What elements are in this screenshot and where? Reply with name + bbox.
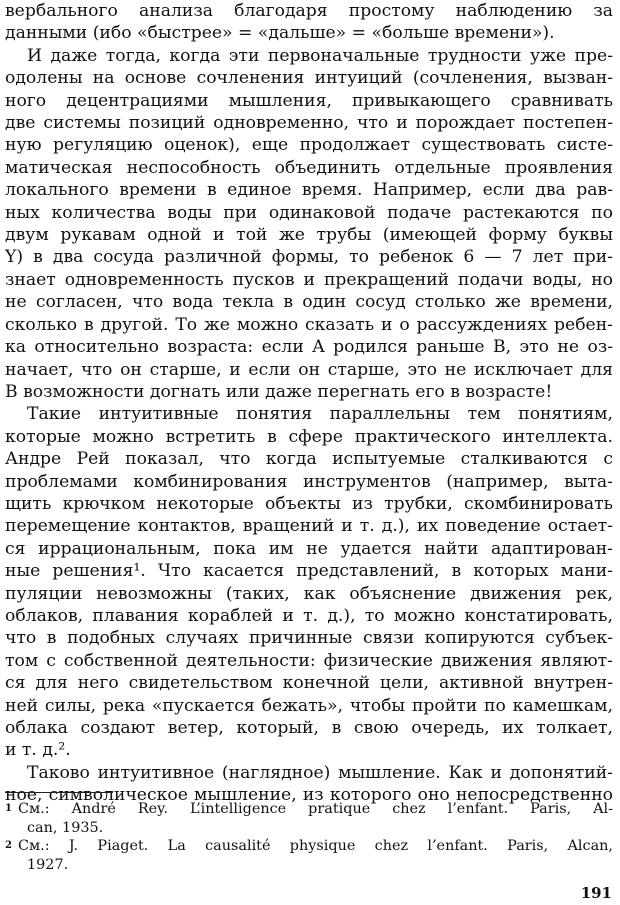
text-line: пуляции невозможны (таких, как объяснение движения рек,	[5, 583, 613, 604]
body-text	[5, 0, 613, 807]
footnote-mark: 2	[5, 840, 12, 852]
text-line: сколько в другой. То же можно сказать и о рассуждениях ребен-	[5, 314, 613, 335]
text-line: ся иррациональным, пока им не удается найти адаптирован-	[5, 538, 613, 559]
text-line: ней силы, река «пускается бежать», чтобы пройти по камешкам,	[5, 695, 613, 716]
text-line: ся для него свидетельством конечной цели, активной внутрен-	[5, 673, 613, 694]
text-line: не согласен, что вода текла в один сосуд столько же времени,	[5, 292, 613, 313]
text-line: ного децентрациями мышления, привыкающего сравнивать	[5, 90, 613, 111]
text-line: Y) в два сосуда различной формы, то ребенок 6 — 7 лет при-	[5, 247, 613, 268]
footnote-text: 1927.	[27, 856, 69, 873]
text-line: одолены на основе сочленения интуиций (сочленения, вызван-	[5, 68, 613, 89]
footnote-text: can, 1935.	[27, 819, 104, 836]
text-line: Такие интуитивные понятия параллельны тем понятиям,	[27, 404, 613, 425]
footnote-text: См.: J. Piaget. La causalité physique chez l’enfant. Paris, Alcan,	[17, 838, 613, 855]
text-line: начает, что он старше, и если он старше, это не исключает для	[5, 359, 613, 380]
text-line: ных количества воды при одинаковой подаче растекаются по	[5, 202, 613, 223]
text-line: вербального анализа благодаря простому наблюдению за	[5, 1, 613, 21]
text-line: ное, символическое мышление, из которого оно непосредственно	[5, 785, 613, 806]
text-line: что в подобных случаях причинные связи копируются субъек-	[5, 628, 613, 649]
footnote-text: См.: André Rey. L’intelligence pratique chez l’enfant. Paris, Al-	[17, 801, 613, 817]
text-line: И даже тогда, когда эти первоначальные трудности уже пре-	[27, 45, 613, 66]
text-line: две системы позиций одновременно, что и порождает постепен-	[5, 113, 613, 134]
text-line: двум рукавам одной и той же трубы (имеющей форму буквы	[5, 225, 613, 246]
text-line: щить крючком некоторые объекты из трубки, скомбинировать	[5, 493, 613, 514]
text-line: локального времени в единое время. Например, если два рав-	[5, 180, 613, 201]
text-line: перемещение контактов, вращений и т. д.), их поведение остает-	[5, 516, 613, 537]
text-line: знает одновременность пусков и прекращений подачи воды, но	[5, 269, 613, 290]
footnote-divider	[5, 792, 113, 793]
text-line: Андре Рей показал, что когда испытуемые сталкиваются с	[5, 449, 613, 470]
footnote-mark: 1	[5, 803, 12, 814]
text-line: Таково интуитивное (наглядное) мышление. Как и допонятий-	[27, 762, 613, 783]
text-line: ка относительно возраста: если A родился раньше B, это не оз-	[5, 337, 613, 358]
footnote	[5, 837, 613, 874]
text-line: проблемами комбинирования инструментов (например, выта-	[5, 471, 613, 492]
text-line: облака создают ветер, который, в свою очередь, их толкает,	[5, 718, 613, 738]
footnote	[5, 800, 613, 837]
text-line: том с собственной деятельности: физические движения являют-	[5, 650, 613, 671]
text-line: и т. д.².	[5, 740, 71, 761]
footnotes	[5, 800, 613, 874]
text-line: данными (ибо «быстрее» = «дальше» = «больше времени»).	[5, 23, 555, 44]
page-number: 191	[580, 884, 612, 902]
text-line: матическая неспособность объединить отдельные проявления	[5, 157, 613, 178]
text-line: ные решения¹. Что касается представлений, в которых мани-	[5, 561, 613, 582]
text-line: которые можно встретить в сфере практического интеллекта.	[5, 426, 613, 447]
text-line: облаков, плавания кораблей и т. д.), то можно констатировать,	[5, 605, 613, 626]
text-line: ную регуляцию оценок), еще продолжает существовать систе-	[5, 135, 613, 156]
text-line: B возможности догнать или даже перегнать его в возрасте!	[5, 381, 553, 402]
